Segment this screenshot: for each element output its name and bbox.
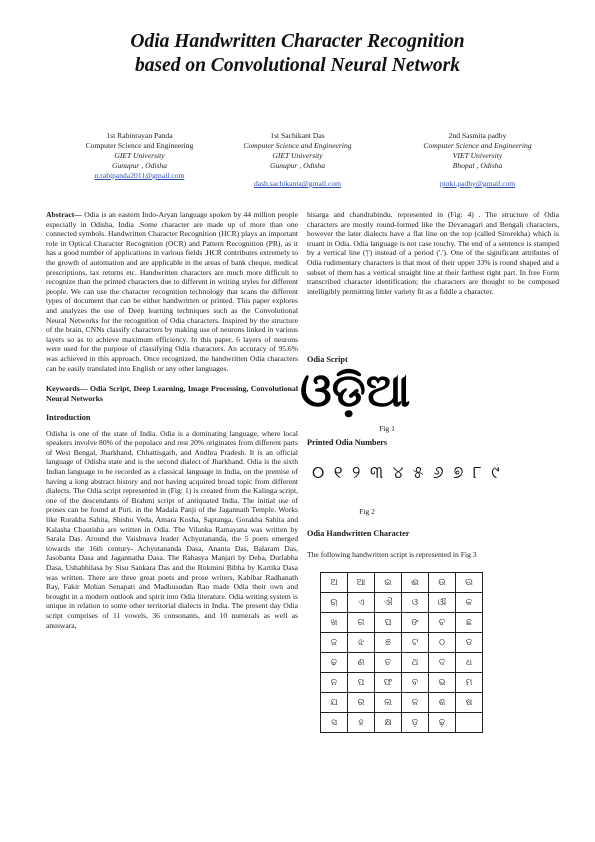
grid-cell-handwritten-char: ଥ: [402, 653, 429, 673]
intro-text: Odisha is one of the state of India. Odia is a dominating language, where local speakers involve 80% of the populace and rest 20% originates from different parts of West Bengal, Jharkhand, Chhattisgarh, and Andhra Pradesh. It is an official language of Odisha state and is the second dialect of Jharkhand. Odia is the sixth Indian language to be recorded as a classical language in India, on the premise of having a long abstract history and not having acquired broad topic from different dialects. The Odia script represented in (Fig: 1) is created from the Kalinga script, one of the descendants of Brahmi script of antiquated India. The initial use of proses can be found at Puri. in the Madala Panji of the Jagannath Temple. Works like Rorakha Sahita, Shishu Veda, Amara Kosha, Saptanga, Gorakha Sahita and Kalasha Chautisha are written in Odia. The Vilanka Ramayana was written by Sarala Das. Around the Vaishnava leader Achyutananda, the 5 poets emerged towards the 16th century- Achyutananda Dasa, Ananta Das, Balaram Das, Jasobanta Dasa and Jagannatha Dasa. The Rahasya Manjari by Deba, Durlabha Dasa, Ushabhilasa by Sisu Sankara Das and the Rukmini Bibha by Kartika Dasa was written. There are three great poets and prose writers, Kabibar Radhanath Ray, Fakir Mohan Senapati and Madhusudan Rao made Odia their own and brought in a modern outlook and spirit into Odia literature. Odia writing system is unique in relation to some other territorial dialects in India. The present day Odia script comprises of 11 vowels, 36 consonants, and 10 numerals as well as anuswara,: [46, 428, 298, 630]
odia-script-heading: Odia Script: [307, 355, 348, 364]
grid-cell-handwritten-char: ତ: [375, 653, 402, 673]
keywords: Keywords— Odia Script, Deep Learning, Image Processing, Convolutional Neural Networks: [46, 384, 298, 404]
title-line-2: based on Convolutional Neural Network: [134, 55, 461, 76]
grid-cell-handwritten-char: ଙ: [402, 613, 429, 633]
author-email[interactable]: n.rabipanda2011@gmail.com: [94, 171, 185, 180]
author-name: 1st Sachikant Das: [270, 131, 325, 140]
grid-cell-handwritten-char: ଧ: [456, 653, 483, 673]
grid-cell-handwritten-char: ଉ: [429, 573, 456, 593]
grid-cell-handwritten-char: ଡ଼: [402, 713, 429, 733]
paper-title: [0, 30, 595, 78]
right-column: [307, 210, 559, 296]
author-block-2: [210, 131, 385, 189]
grid-cell-handwritten-char: ଫ: [375, 673, 402, 693]
fig1-caption: Fig 1: [379, 424, 395, 433]
grid-cell-handwritten-char: ଯ: [321, 693, 348, 713]
grid-row: [321, 613, 483, 633]
author-org: VIET University: [452, 151, 503, 160]
intro-heading: Introduction: [46, 413, 91, 423]
grid-cell-handwritten-char: ହ: [348, 713, 375, 733]
grid-row: [321, 693, 483, 713]
handwritten-heading: Odia Handwritten Character: [307, 529, 410, 538]
grid-cell-handwritten-char: ପ: [348, 673, 375, 693]
grid-cell-handwritten-char: ଘ: [375, 613, 402, 633]
printed-numbers-figure: ୦ ୧ ୨ ୩ ୪ ୫ ୬ ୭ ୮ ୯: [312, 463, 502, 483]
grid-cell-handwritten-char: ଢ: [321, 653, 348, 673]
grid-cell-handwritten-char: ଠ: [429, 633, 456, 653]
odia-script-figure: ଓଡ଼ିଆ: [300, 363, 411, 417]
author-email[interactable]: dash.sachikanta@gmail.com: [253, 179, 342, 188]
handwritten-character-grid: [320, 572, 483, 733]
grid-cell-handwritten-char: ଈ: [402, 573, 429, 593]
grid-cell-handwritten-char: ଷ: [456, 693, 483, 713]
grid-row: [321, 713, 483, 733]
grid-row: [321, 653, 483, 673]
title-line-1: Odia Handwritten Character Recognition: [130, 31, 465, 52]
grid-cell-handwritten-char: ଐ: [375, 593, 402, 613]
grid-cell-handwritten-char: ଓ: [402, 593, 429, 613]
grid-row: [321, 633, 483, 653]
printed-numbers-heading: Printed Odia Numbers: [307, 438, 388, 447]
grid-cell-handwritten-char: ଳ: [402, 693, 429, 713]
handwritten-text: The following handwritten script is represented in Fig 3: [307, 550, 477, 559]
grid-cell-handwritten-char: ଚ: [429, 613, 456, 633]
fig2-caption: Fig 2: [359, 507, 375, 516]
grid-cell-handwritten-char: ଭ: [429, 673, 456, 693]
grid-row: [321, 593, 483, 613]
author-place: Gunupur , Odisha: [269, 161, 326, 170]
grid-cell-handwritten-char: କ: [456, 593, 483, 613]
grid-cell-handwritten-char: ଊ: [456, 573, 483, 593]
grid-cell-handwritten-char: ଞ: [375, 633, 402, 653]
grid-cell-handwritten-char: ଢ଼: [429, 713, 456, 733]
grid-cell-handwritten-char: ଔ: [429, 593, 456, 613]
grid-cell-handwritten-char: ଲ: [375, 693, 402, 713]
grid-cell-handwritten-char: ର: [348, 693, 375, 713]
grid-cell-handwritten-char: ଗ: [348, 613, 375, 633]
grid-cell-handwritten-char: ଛ: [456, 613, 483, 633]
author-name: 2nd Sasmita padhy: [448, 131, 507, 140]
grid-cell-handwritten-char: [456, 713, 483, 733]
grid-cell-handwritten-char: କ୍ଷ: [375, 713, 402, 733]
abstract-label: Abstract—: [46, 210, 82, 219]
abstract: [46, 210, 298, 373]
author-place: Gunupur , Odisha: [111, 161, 168, 170]
grid-cell-handwritten-char: ଅ: [321, 573, 348, 593]
grid-cell-handwritten-char: ଶ: [429, 693, 456, 713]
grid-cell-handwritten-char: ଖ: [321, 613, 348, 633]
grid-cell-handwritten-char: ନ: [321, 673, 348, 693]
grid-cell-handwritten-char: ଝ: [348, 633, 375, 653]
grid-cell-handwritten-char: ଏ: [348, 593, 375, 613]
author-email[interactable]: pinki.padhy@gmail.com: [439, 179, 516, 188]
author-block-3: [390, 131, 565, 189]
author-org: GIET University: [114, 151, 165, 160]
author-block-1: [52, 131, 227, 181]
grid-cell-handwritten-char: ବ: [402, 673, 429, 693]
grid-cell-handwritten-char: ଜ: [321, 633, 348, 653]
grid-row: [321, 573, 483, 593]
left-column: [46, 210, 298, 630]
author-place: Bhopal , Odisha: [452, 161, 503, 170]
author-dept: Computer Science and Engineering: [85, 141, 194, 150]
grid-cell-handwritten-char: ଣ: [348, 653, 375, 673]
grid-cell-handwritten-char: ଦ: [429, 653, 456, 673]
author-dept: Computer Science and Engineering: [423, 141, 532, 150]
author-name: 1st Rabinrayan Panda: [106, 131, 173, 140]
abstract-text: Odia is an eastern Indo-Aryan language spoken by 44 million people especially in Odisha, India .Some character are made up of more than one connected symbols. Handwritten Character Recognition (HCR) plays an important role in Optical Character Recognition (OCR) and Pattern Recognition (PR), as it has a good number of applications in various fields .HCR contributes extremely to the growth of automation and are applicable in the areas of bank cheque, medical prescriptions, tax returns etc. Handwritten characters are much more difficult to recognize than the printed characters due to different in writing styles for different people. We can use the character recognition technology that scans the different types of document that can be either handwritten or printed. This paper explores and analyzes the use of Deep learning techniques such as the Convolutional Neural Networks for the recognition of Odia characters. Inspired by the structure of the brain, CNNs classify characters by making use of neurons linked in various layers so as to achieve maximum efficiency. In this paper, 6 layers of neurons were used for the purpose of classifying Odia characters. An accuracy of 95.6% was achieved in this approach. Once recognized, the handwritten Odia characters can be easily translated into English or any other languages.: [46, 210, 298, 373]
grid-cell-handwritten-char: ଋ: [321, 593, 348, 613]
author-dept: Computer Science and Engineering: [243, 141, 352, 150]
grid-cell-handwritten-char: ଡ: [456, 633, 483, 653]
grid-cell-handwritten-char: ସ: [321, 713, 348, 733]
right-paragraph: hisarga and chandrabindu. represented in (Fig: 4) . The structure of Odia characters are mostly round-formed like the Devanagari and Bengali characters, however the later dialects have a flat line on the top (called Sirorekha) which is truant in Odia. Odia language is not case touchy. The end of a sentence is stamped by a vertical line ('|') instead of a period ('.'). One of the significant attributes of Odia rudimentary characters is that most of their upper 33% is round shaped and a subset of them has a vertical straight line at their farthest right part. In free Form transcribed character identification; the characters are thought to be composed intelligibly permitting littler variety fit as a fiddle a character.: [307, 210, 559, 296]
author-org: GIET University: [272, 151, 323, 160]
grid-cell-handwritten-char: ଇ: [375, 573, 402, 593]
grid-row: [321, 673, 483, 693]
grid-cell-handwritten-char: ଟ: [402, 633, 429, 653]
grid-cell-handwritten-char: ଆ: [348, 573, 375, 593]
grid-cell-handwritten-char: ମ: [456, 673, 483, 693]
